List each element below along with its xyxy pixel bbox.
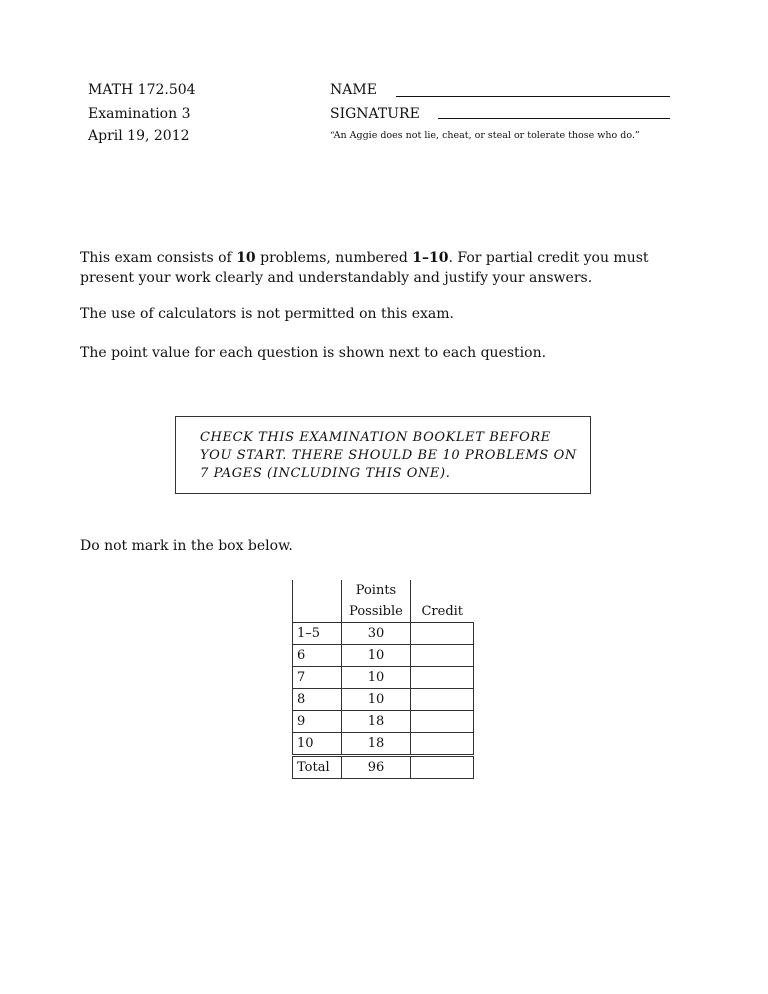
points-cell: 18: [342, 733, 411, 756]
credit-cell: [411, 689, 474, 711]
total-label: Total: [293, 756, 342, 779]
credit-cell: [411, 623, 474, 645]
problem-cell: 10: [293, 733, 342, 756]
header-problem: [293, 580, 342, 623]
name-label: NAME: [330, 82, 377, 98]
problem-cell: 8: [293, 689, 342, 711]
instructions-paragraph: This exam consists of 10 problems, numbered 1–10. For partial credit you must present your work clearly and understandably and justify your answers.: [80, 250, 649, 286]
problem-cell: 6: [293, 645, 342, 667]
credit-cell: [411, 711, 474, 733]
points-cell: 10: [342, 667, 411, 689]
signature-label: SIGNATURE: [330, 106, 420, 122]
table-row: [293, 623, 474, 645]
problem-cell: 1–5: [293, 623, 342, 645]
problem-cell: 9: [293, 711, 342, 733]
credit-cell: [411, 733, 474, 756]
problem-cell: 7: [293, 667, 342, 689]
score-table: [292, 580, 474, 779]
problem-range: 1–10: [412, 250, 449, 266]
credit-cell: [411, 645, 474, 667]
total-row: [293, 756, 474, 779]
total-points: 96: [342, 756, 411, 779]
point-value-note: The point value for each question is shown next to each question.: [80, 345, 547, 361]
total-credit-cell: [411, 756, 474, 779]
table-row: [293, 667, 474, 689]
exam-title: Examination 3: [88, 106, 191, 122]
table-row: [293, 711, 474, 733]
notice-box: [175, 416, 591, 494]
points-cell: 10: [342, 645, 411, 667]
notice-text: CHECK THIS EXAMINATION BOOKLET BEFORE YOU START. THERE SHOULD BE 10 PROBLEMS ON 7 PAGES (INCLUDING THIS ONE).: [200, 430, 577, 481]
credit-cell: [411, 667, 474, 689]
points-cell: 10: [342, 689, 411, 711]
table-row: [293, 645, 474, 667]
calculator-policy: The use of calculators is not permitted on this exam.: [80, 306, 454, 322]
honor-code: “An Aggie does not lie, cheat, or steal or tolerate those who do.”: [330, 130, 640, 141]
signature-line[interactable]: [438, 118, 670, 119]
table-row: [293, 733, 474, 756]
table-row: [293, 689, 474, 711]
problem-count: 10: [236, 250, 256, 266]
header-points: Points Possible: [342, 580, 411, 623]
points-cell: 18: [342, 711, 411, 733]
score-note: Do not mark in the box below.: [80, 538, 293, 554]
course-number: MATH 172.504: [88, 82, 196, 98]
exam-date: April 19, 2012: [88, 128, 190, 144]
name-line[interactable]: [396, 96, 670, 97]
points-cell: 30: [342, 623, 411, 645]
header-credit: Credit: [421, 604, 464, 619]
